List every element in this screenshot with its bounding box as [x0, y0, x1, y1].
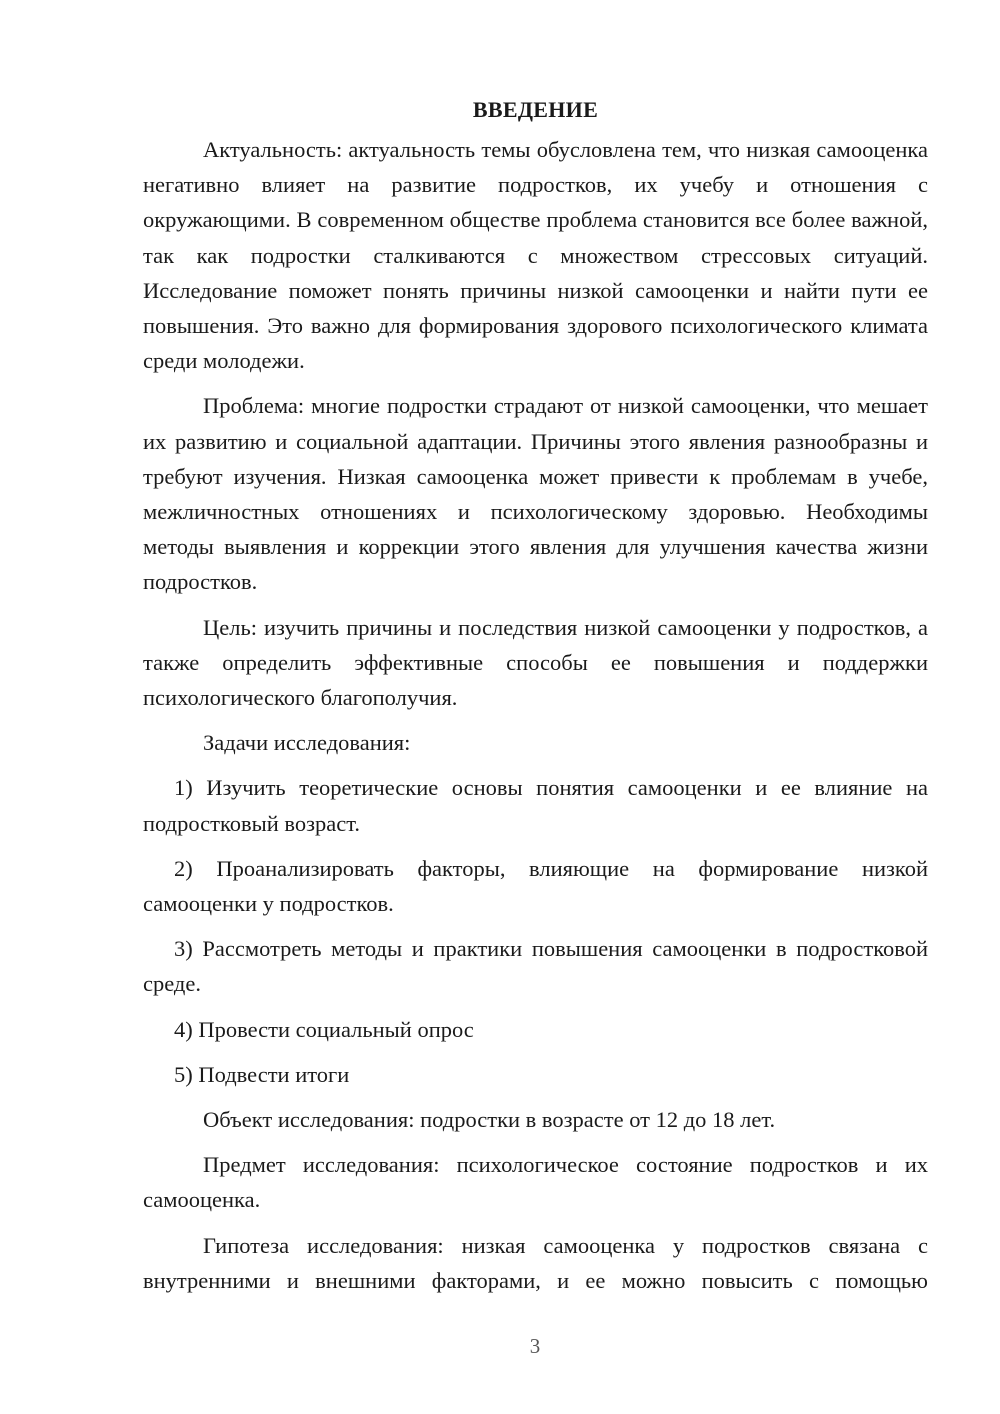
paragraph-goal: Цель: изучить причины и последствия низкой самооценки у подростков, а также определить эффективные способы ее повышения и поддержки психологического благополучия. [143, 614, 928, 711]
document-title: ВВЕДЕНИЕ [472, 97, 599, 122]
paragraph-object: Объект исследования: подростки в возрасте от 12 до 18 лет. [203, 1107, 776, 1133]
task-item-2: 2) Проанализировать факторы, влияющие на формирование низкой самооценки у подростков. [143, 855, 928, 917]
task-item-5: 5) Подвести итоги [174, 1061, 350, 1087]
paragraph-subject: Предмет исследования: психологическое состояние подростков и их самооценка. [143, 1152, 928, 1213]
paragraph-hypothesis: Гипотеза исследования: низкая самооценка у подростков связана с внутренними и внешними факторами, и ее можно повысить с помощью [143, 1232, 928, 1293]
page-number: 3 [529, 1334, 541, 1358]
paragraph-tasks-heading: Задачи исследования: [203, 730, 411, 756]
document-page [143, 92, 928, 1308]
task-item-1: 1) Изучить теоретические основы понятия самооценки и ее влияние на подростковый возраст. [143, 775, 928, 836]
paragraph-relevance: Актуальность: актуальность темы обусловлена тем, что низкая самооценка негативно влияет на развитие подростков, их учебу и отношения с окружающими. В современном обществе проблема становится все более важной, так как подростки сталкиваются с множеством стрессовых ситуаций. Исследование поможет понять причины низкой самооценки и найти пути ее повышения. Это важно для формирования здорового психологического климата среди молодежи. [143, 137, 928, 374]
task-item-3: 3) Рассмотреть методы и практики повышения самооценки в подростковой среде. [143, 936, 928, 997]
task-item-4: 4) Провести социальный опрос [174, 1016, 474, 1042]
paragraph-problem: Проблема: многие подростки страдают от низкой самооценки, что мешает их развитию и социальной адаптации. Причины этого явления разнообразны и требуют изучения. Низкая самооценка может привести к проблемам в учебе, межличностных отношениях и психологическому здоровью. Необходимы методы выявления и коррекции этого явления для улучшения качества жизни подростков. [143, 393, 928, 595]
